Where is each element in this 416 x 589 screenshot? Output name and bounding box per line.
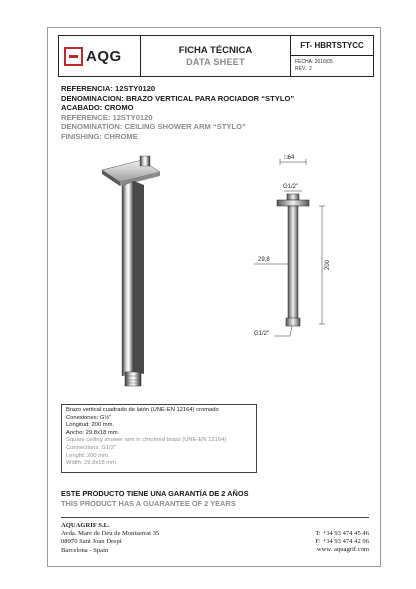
- phone: T: +34 93 474 45 46: [315, 530, 369, 537]
- description-box: [61, 404, 257, 473]
- desc-line3-es: Longitud: 200 mm.: [66, 422, 115, 429]
- title-es: FICHA TÉCNICA: [178, 45, 253, 56]
- desc-line3-en: Lenght: 200 mm.: [66, 452, 110, 459]
- company-address: [61, 522, 159, 555]
- desc-line4-en: Width: 29.8x18 mm.: [66, 460, 118, 467]
- logo-mark-icon: [64, 47, 83, 66]
- finish-es: ACABADO: CROMO: [61, 103, 134, 113]
- logo: [59, 36, 141, 76]
- company-contact: [315, 530, 369, 555]
- desc-line1-es: Brazo vertical cuadrado de latón (UNE-EN 12164) cromado: [66, 407, 219, 413]
- technical-drawing: [250, 148, 340, 353]
- finish-en: FINISHING: CHROME: [61, 131, 138, 141]
- address-line3: Barcelona - Spain: [61, 546, 109, 554]
- denomination-es: DENOMINACION: BRAZO VERTICAL PARA ROCIADOR “STYLO”: [61, 93, 295, 103]
- reference-en: REFERENCE: 12STY0120: [61, 112, 153, 122]
- address-line1: Avda. Mare de Deu de Montserrat 35: [61, 530, 160, 538]
- dim-thread-bottom-label: G1/2": [254, 331, 270, 337]
- dim-length-label: 200: [325, 259, 331, 270]
- desc-line2-es: Conexiones: G½": [66, 414, 112, 421]
- guarantee-en: THIS PRODUCT HAS A GUARANTEE OF 2 YEARS: [61, 498, 236, 508]
- title-en: DATA SHEET: [186, 57, 245, 67]
- guarantee-es: ESTE PRODUCTO TIENE UNA GARANTÍA DE 2 AÑOS: [61, 489, 249, 498]
- address-line2: 08970 Sant Joan Despí: [61, 538, 122, 546]
- document-revision: REV.: 2: [295, 65, 312, 72]
- fax: F: +34 93 474 42 96: [315, 538, 369, 546]
- product-photo: [100, 150, 180, 390]
- logo-text: AQG: [86, 47, 122, 65]
- header-table: [58, 35, 374, 77]
- dimension-drawing: [250, 148, 340, 348]
- desc-line2-en: Connections: G1/2": [66, 444, 117, 451]
- dim-width-label: 29,8: [258, 257, 270, 263]
- document-code: FT- HBRTSTYCC: [291, 36, 373, 56]
- footer-divider: [61, 517, 369, 518]
- company-name: AQUAGRIF S.L.: [61, 522, 110, 529]
- desc-line4-es: Ancho: 29.8x18 mm.: [66, 429, 120, 436]
- product-info: [61, 84, 294, 142]
- denomination-en: DENOMINATION: CEILING SHOWER ARM “STYLO”: [61, 122, 246, 132]
- code-cell: [291, 36, 373, 76]
- title-cell: [141, 36, 291, 76]
- dim-square-label: □64: [284, 155, 295, 161]
- revision-info: [291, 56, 373, 75]
- guarantee: [61, 489, 249, 508]
- document-date: FECHA: 2016/05: [295, 59, 333, 65]
- desc-line1-en: Square ceiling shower arm in chromed brass (UNE-EN 12164): [66, 437, 227, 444]
- website-link[interactable]: www. aquagrif.com: [316, 546, 369, 554]
- reference-es: REFERENCIA: 12STY0120: [61, 84, 156, 93]
- dim-thread-top-label: G1/2": [283, 184, 299, 190]
